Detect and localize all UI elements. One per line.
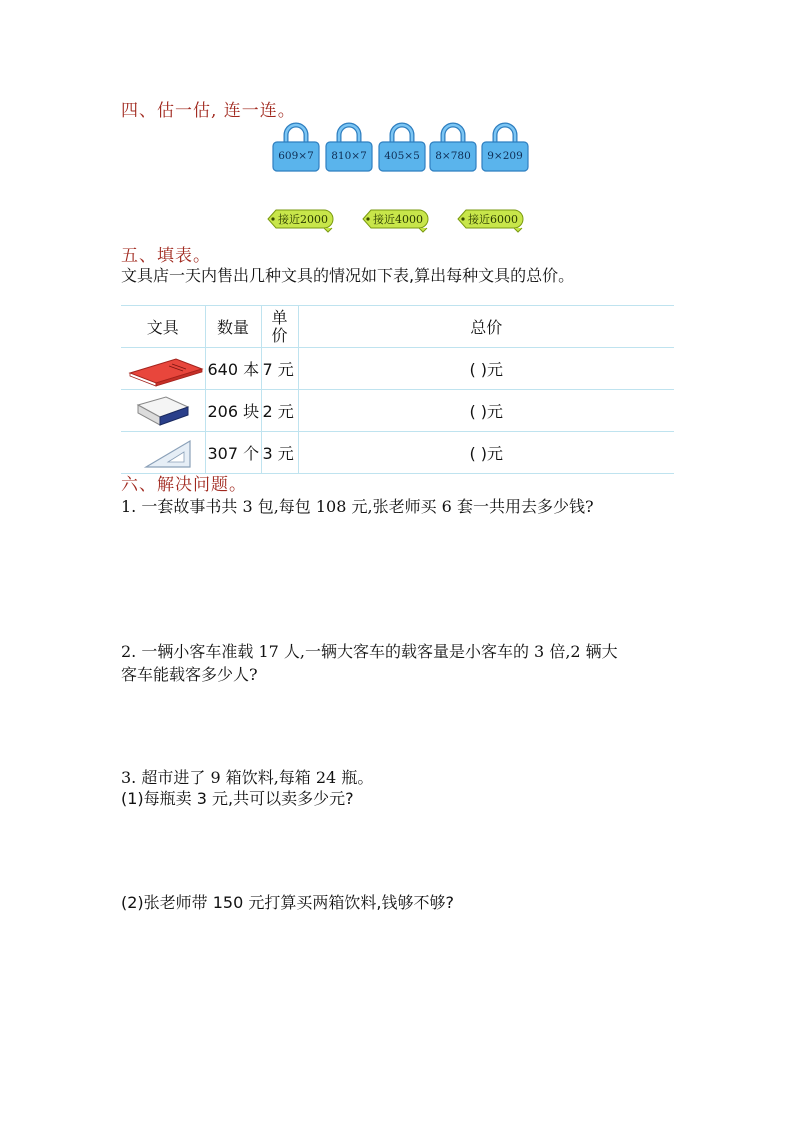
lock-label: 609×7 bbox=[278, 150, 314, 162]
key-2[interactable] bbox=[359, 204, 439, 234]
question-1: 1. 一套故事书共 3 包,每包 108 元,张老师买 6 套一共用去多少钱? bbox=[121, 497, 594, 516]
table-row bbox=[121, 390, 674, 432]
price-cell: 7 元 bbox=[261, 348, 298, 390]
header-item: 文具 bbox=[121, 306, 205, 348]
lock-3[interactable] bbox=[378, 122, 426, 172]
question-2-line-2: 客车能载客多少人? bbox=[121, 665, 258, 684]
key-label: 接近4000 bbox=[373, 213, 423, 226]
question-3: 3. 超市进了 9 箱饮料,每箱 24 瓶。 bbox=[121, 768, 374, 787]
lock-4[interactable] bbox=[429, 122, 477, 172]
question-3-part-2: (2)张老师带 150 元打算买两箱饮料,钱够不够? bbox=[121, 893, 454, 912]
header-qty: 数量 bbox=[205, 306, 261, 348]
lock-1[interactable] bbox=[272, 122, 320, 172]
lock-icon bbox=[272, 122, 320, 172]
lock-icon bbox=[378, 122, 426, 172]
total-cell[interactable]: ( )元 bbox=[298, 348, 674, 390]
key-label: 接近6000 bbox=[468, 213, 518, 226]
section-6-title: 六、解决问题。 bbox=[121, 475, 247, 495]
key-3[interactable] bbox=[454, 204, 534, 234]
total-cell[interactable]: ( )元 bbox=[298, 390, 674, 432]
lock-5[interactable] bbox=[481, 122, 529, 172]
header-unit-price-line2: 价 bbox=[271, 325, 288, 345]
header-unit-price-line1: 单 bbox=[271, 307, 288, 327]
item-cell bbox=[121, 390, 205, 432]
table-row bbox=[121, 348, 674, 390]
lock-label: 810×7 bbox=[331, 150, 367, 162]
stationery-table bbox=[121, 305, 674, 474]
price-cell: 3 元 bbox=[261, 432, 298, 474]
price-cell: 2 元 bbox=[261, 390, 298, 432]
question-3-part-1: (1)每瓶卖 3 元,共可以卖多少元? bbox=[121, 789, 354, 808]
lock-label: 9×209 bbox=[487, 150, 523, 162]
total-cell[interactable]: ( )元 bbox=[298, 432, 674, 474]
lock-icon bbox=[481, 122, 529, 172]
eraser-icon bbox=[124, 393, 204, 429]
lock-label: 405×5 bbox=[384, 150, 420, 162]
section-5-title: 五、填表。 bbox=[121, 246, 211, 266]
key-1[interactable] bbox=[264, 204, 344, 234]
lock-label: 8×780 bbox=[435, 150, 471, 162]
triangle-ruler-icon bbox=[124, 435, 204, 471]
book-icon bbox=[124, 351, 204, 387]
lock-2[interactable] bbox=[325, 122, 373, 172]
item-cell bbox=[121, 432, 205, 474]
table-row bbox=[121, 432, 674, 474]
lock-icon bbox=[429, 122, 477, 172]
section-5-intro: 文具店一天内售出几种文具的情况如下表,算出每种文具的总价。 bbox=[121, 266, 575, 285]
table-header-row bbox=[121, 306, 674, 348]
lock-icon bbox=[325, 122, 373, 172]
header-unit-price bbox=[261, 306, 298, 348]
section-4-title: 四、估一估, 连一连。 bbox=[121, 101, 296, 121]
item-cell bbox=[121, 348, 205, 390]
qty-cell: 206 块 bbox=[205, 390, 261, 432]
qty-cell: 640 本 bbox=[205, 348, 261, 390]
header-total: 总价 bbox=[298, 306, 674, 348]
key-label: 接近2000 bbox=[278, 213, 328, 226]
qty-cell: 307 个 bbox=[205, 432, 261, 474]
question-2-line-1: 2. 一辆小客车准载 17 人,一辆大客车的载客量是小客车的 3 倍,2 辆大 bbox=[121, 642, 618, 661]
